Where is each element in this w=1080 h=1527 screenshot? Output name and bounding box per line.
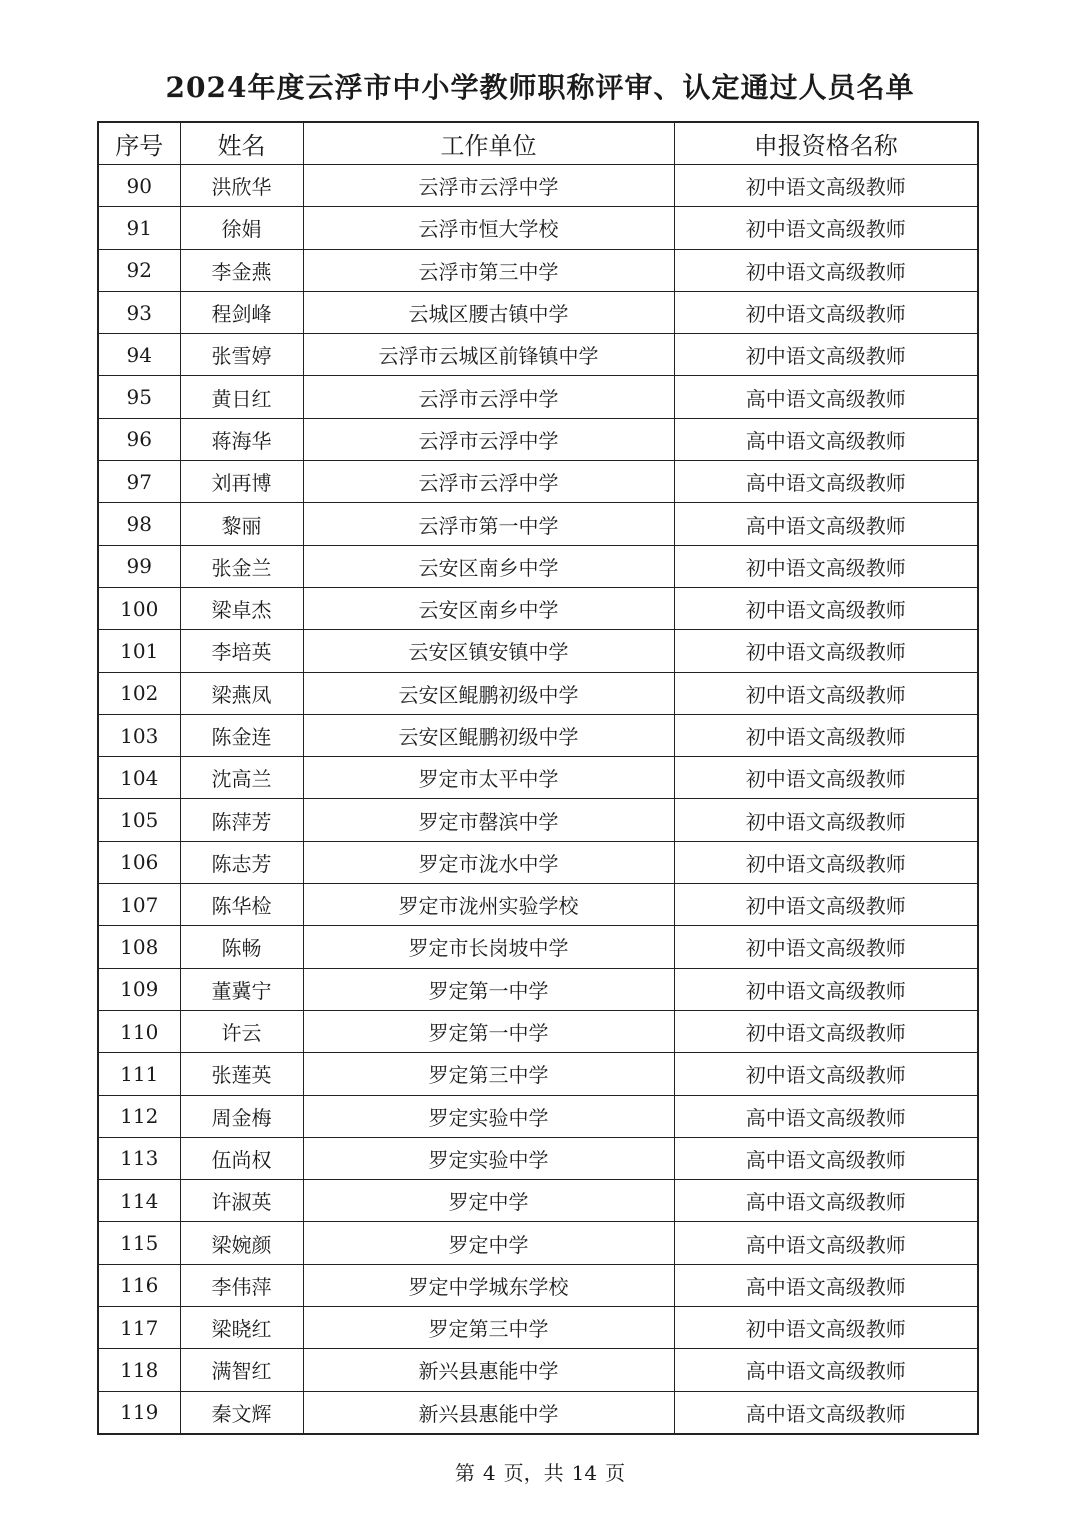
cell-seq: 108 [98, 926, 180, 968]
cell-seq: 101 [98, 630, 180, 672]
cell-unit: 新兴县惠能中学 [303, 1391, 674, 1434]
cell-qualification: 高中语文高级教师 [674, 503, 978, 545]
cell-qualification: 初中语文高级教师 [674, 757, 978, 799]
cell-unit: 新兴县惠能中学 [303, 1349, 674, 1391]
table-row [98, 1137, 978, 1179]
cell-name: 张金兰 [180, 545, 303, 587]
cell-name: 张莲英 [180, 1053, 303, 1095]
cell-name: 许云 [180, 1010, 303, 1052]
cell-name: 陈华检 [180, 884, 303, 926]
cell-seq: 106 [98, 841, 180, 883]
cell-name: 洪欣华 [180, 165, 303, 207]
header-name: 姓名 [180, 122, 303, 165]
cell-qualification: 初中语文高级教师 [674, 714, 978, 756]
table-row [98, 1307, 978, 1349]
table-row [98, 1010, 978, 1052]
cell-name: 陈畅 [180, 926, 303, 968]
cell-unit: 罗定中学 [303, 1222, 674, 1264]
cell-unit: 罗定第一中学 [303, 968, 674, 1010]
cell-qualification: 初中语文高级教师 [674, 968, 978, 1010]
cell-name: 程剑峰 [180, 291, 303, 333]
cell-qualification: 初中语文高级教师 [674, 1053, 978, 1095]
table-row [98, 926, 978, 968]
cell-qualification: 初中语文高级教师 [674, 672, 978, 714]
cell-qualification: 高中语文高级教师 [674, 1095, 978, 1137]
cell-seq: 114 [98, 1180, 180, 1222]
cell-name: 董冀宁 [180, 968, 303, 1010]
cell-name: 陈志芳 [180, 841, 303, 883]
cell-unit: 罗定实验中学 [303, 1095, 674, 1137]
cell-name: 许淑英 [180, 1180, 303, 1222]
cell-unit: 罗定市太平中学 [303, 757, 674, 799]
cell-unit: 云浮市恒大学校 [303, 207, 674, 249]
table-row [98, 672, 978, 714]
cell-unit: 云城区腰古镇中学 [303, 291, 674, 333]
cell-unit: 云安区南乡中学 [303, 587, 674, 629]
cell-name: 陈萍芳 [180, 799, 303, 841]
cell-seq: 94 [98, 334, 180, 376]
cell-name: 梁晓红 [180, 1307, 303, 1349]
cell-unit: 云浮市云浮中学 [303, 418, 674, 460]
cell-qualification: 高中语文高级教师 [674, 461, 978, 503]
cell-seq: 90 [98, 165, 180, 207]
cell-name: 秦文辉 [180, 1391, 303, 1434]
cell-seq: 112 [98, 1095, 180, 1137]
cell-qualification: 初中语文高级教师 [674, 799, 978, 841]
table-row [98, 714, 978, 756]
table-row [98, 799, 978, 841]
cell-unit: 云浮市云城区前锋镇中学 [303, 334, 674, 376]
table-row [98, 841, 978, 883]
cell-name: 黄日红 [180, 376, 303, 418]
cell-unit: 云安区南乡中学 [303, 545, 674, 587]
cell-qualification: 初中语文高级教师 [674, 1307, 978, 1349]
table-row [98, 249, 978, 291]
cell-seq: 98 [98, 503, 180, 545]
cell-name: 陈金连 [180, 714, 303, 756]
table-row [98, 291, 978, 333]
cell-qualification: 初中语文高级教师 [674, 334, 978, 376]
cell-seq: 93 [98, 291, 180, 333]
cell-name: 梁燕凤 [180, 672, 303, 714]
cell-qualification: 初中语文高级教师 [674, 291, 978, 333]
cell-qualification: 高中语文高级教师 [674, 418, 978, 460]
cell-name: 张雪婷 [180, 334, 303, 376]
cell-unit: 罗定中学 [303, 1180, 674, 1222]
cell-qualification: 高中语文高级教师 [674, 1264, 978, 1306]
table-row [98, 545, 978, 587]
cell-unit: 罗定市泷水中学 [303, 841, 674, 883]
cell-unit: 云安区鲲鹏初级中学 [303, 714, 674, 756]
header-qualification: 申报资格名称 [674, 122, 978, 165]
cell-unit: 罗定第三中学 [303, 1053, 674, 1095]
cell-seq: 115 [98, 1222, 180, 1264]
cell-seq: 104 [98, 757, 180, 799]
total-pages: 14 [571, 1461, 598, 1485]
cell-seq: 91 [98, 207, 180, 249]
cell-qualification: 初中语文高级教师 [674, 841, 978, 883]
cell-name: 周金梅 [180, 1095, 303, 1137]
cell-seq: 119 [98, 1391, 180, 1434]
cell-unit: 罗定实验中学 [303, 1137, 674, 1179]
cell-name: 沈高兰 [180, 757, 303, 799]
cell-qualification: 初中语文高级教师 [674, 884, 978, 926]
cell-seq: 103 [98, 714, 180, 756]
header-seq: 序号 [98, 122, 180, 165]
cell-qualification: 初中语文高级教师 [674, 207, 978, 249]
cell-unit: 罗定第三中学 [303, 1307, 674, 1349]
cell-qualification: 初中语文高级教师 [674, 630, 978, 672]
cell-unit: 罗定中学城东学校 [303, 1264, 674, 1306]
cell-seq: 109 [98, 968, 180, 1010]
current-page: 4 [482, 1461, 496, 1485]
header-row [98, 122, 978, 165]
roster-table [97, 121, 979, 1435]
cell-qualification: 高中语文高级教师 [674, 1391, 978, 1434]
cell-seq: 110 [98, 1010, 180, 1052]
cell-seq: 92 [98, 249, 180, 291]
table-row [98, 587, 978, 629]
cell-seq: 117 [98, 1307, 180, 1349]
cell-qualification: 高中语文高级教师 [674, 1180, 978, 1222]
page-label-suffix: 页 [605, 1461, 626, 1485]
cell-qualification: 高中语文高级教师 [674, 1222, 978, 1264]
cell-qualification: 初中语文高级教师 [674, 1010, 978, 1052]
cell-seq: 105 [98, 799, 180, 841]
cell-unit: 罗定市罄滨中学 [303, 799, 674, 841]
cell-qualification: 初中语文高级教师 [674, 926, 978, 968]
table-row [98, 968, 978, 1010]
cell-name: 李金燕 [180, 249, 303, 291]
table-row [98, 1053, 978, 1095]
cell-unit: 云浮市云浮中学 [303, 376, 674, 418]
cell-name: 徐娟 [180, 207, 303, 249]
cell-name: 蒋海华 [180, 418, 303, 460]
cell-qualification: 高中语文高级教师 [674, 1137, 978, 1179]
cell-name: 梁卓杰 [180, 587, 303, 629]
cell-unit: 云安区镇安镇中学 [303, 630, 674, 672]
table-row [98, 334, 978, 376]
cell-seq: 116 [98, 1264, 180, 1306]
cell-qualification: 高中语文高级教师 [674, 1349, 978, 1391]
cell-unit: 云安区鲲鹏初级中学 [303, 672, 674, 714]
cell-seq: 107 [98, 884, 180, 926]
table-row [98, 1095, 978, 1137]
table-row [98, 884, 978, 926]
table-row [98, 757, 978, 799]
cell-seq: 102 [98, 672, 180, 714]
cell-unit: 云浮市第一中学 [303, 503, 674, 545]
cell-unit: 罗定市泷州实验学校 [303, 884, 674, 926]
cell-qualification: 初中语文高级教师 [674, 249, 978, 291]
table-header [98, 122, 978, 165]
table-row [98, 503, 978, 545]
cell-qualification: 初中语文高级教师 [674, 545, 978, 587]
page-label-mid: 页，共 [503, 1461, 564, 1485]
cell-name: 伍尚权 [180, 1137, 303, 1179]
table-row [98, 418, 978, 460]
cell-name: 黎丽 [180, 503, 303, 545]
header-unit: 工作单位 [303, 122, 674, 165]
cell-unit: 罗定第一中学 [303, 1010, 674, 1052]
cell-seq: 96 [98, 418, 180, 460]
table-row [98, 1349, 978, 1391]
cell-seq: 99 [98, 545, 180, 587]
cell-name: 梁婉颜 [180, 1222, 303, 1264]
cell-name: 满智红 [180, 1349, 303, 1391]
cell-unit: 罗定市长岗坡中学 [303, 926, 674, 968]
table-row [98, 1180, 978, 1222]
table-row [98, 461, 978, 503]
cell-seq: 118 [98, 1349, 180, 1391]
cell-unit: 云浮市云浮中学 [303, 165, 674, 207]
cell-name: 李伟萍 [180, 1264, 303, 1306]
cell-seq: 95 [98, 376, 180, 418]
cell-seq: 97 [98, 461, 180, 503]
table-row [98, 376, 978, 418]
cell-qualification: 初中语文高级教师 [674, 165, 978, 207]
cell-seq: 111 [98, 1053, 180, 1095]
cell-unit: 云浮市云浮中学 [303, 461, 674, 503]
page-title: 2024年度云浮市中小学教师职称评审、认定通过人员名单 [165, 71, 915, 104]
table-row [98, 1222, 978, 1264]
cell-qualification: 高中语文高级教师 [674, 376, 978, 418]
table-row [98, 165, 978, 207]
cell-name: 刘再博 [180, 461, 303, 503]
cell-name: 李培英 [180, 630, 303, 672]
page-footer [0, 1458, 1080, 1488]
page-label-prefix: 第 [454, 1461, 475, 1485]
cell-unit: 云浮市第三中学 [303, 249, 674, 291]
cell-seq: 100 [98, 587, 180, 629]
cell-qualification: 初中语文高级教师 [674, 587, 978, 629]
cell-seq: 113 [98, 1137, 180, 1179]
table-row [98, 1264, 978, 1306]
table-row [98, 630, 978, 672]
table-body [98, 165, 978, 1434]
table-row [98, 1391, 978, 1434]
table-row [98, 207, 978, 249]
